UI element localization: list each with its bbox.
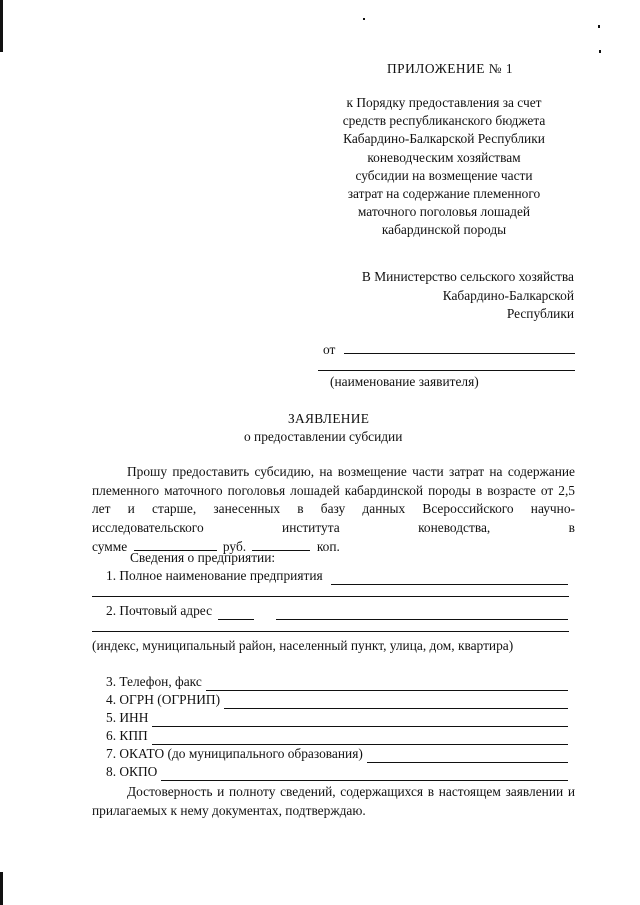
company-field-label: 5. ИНН — [106, 710, 149, 725]
company-field-row — [106, 673, 568, 691]
statement-subtitle: о предоставлении субсидии — [244, 429, 403, 444]
postal-index-field[interactable] — [218, 607, 254, 620]
statement-title: ЗАЯВЛЕНИЕ — [288, 411, 370, 426]
applicant-name-field[interactable] — [344, 353, 575, 354]
company-field-label: 3. Телефон, факс — [106, 674, 202, 689]
addressee-line: Кабардино-Балкарской — [442, 287, 574, 303]
sum-label: сумме — [92, 539, 128, 554]
appendix-subtitle-line: маточного поголовья лошадей — [357, 204, 531, 220]
appendix-subtitle-line: Кабардино-Балкарской Республики — [343, 131, 545, 147]
postal-address-field-2[interactable] — [92, 631, 569, 632]
address-hint: (индекс, муниципальный район, населенный пункт, улица, дом, квартира) — [92, 638, 514, 653]
company-field-row — [106, 763, 568, 781]
kpp-field[interactable] — [152, 732, 568, 745]
confirmation-text: Достоверность и полноту сведений, содержащихся в настоящем заявлении и прилагаемых к нему документах, подтверждаю. — [92, 784, 575, 818]
scan-dot — [363, 18, 365, 20]
appendix-subtitle-line: затрат на содержание племенного — [347, 186, 541, 202]
statement-body: Прошу предоставить субсидию, на возмещение части затрат на содержание племенного маточного поголовья лошадей кабардинской породы в возрасте от 2,5 лет и старше, занесенных в базу данных Всероссийского научно-исследовательского института коневодства, в — [92, 464, 575, 535]
company-field-row — [106, 709, 568, 727]
company-field-label: 1. Полное наименование предприятия — [106, 568, 323, 583]
company-field-label: 2. Почтовый адрес — [106, 603, 213, 618]
company-heading: Сведения о предприятии: — [130, 550, 276, 565]
scan-edge-mark-top — [0, 0, 3, 52]
okpo-field[interactable] — [161, 768, 568, 781]
company-field-label: 8. ОКПО — [106, 764, 158, 779]
inn-field[interactable] — [152, 714, 568, 727]
appendix-title: ПРИЛОЖЕНИЕ № 1 — [387, 61, 514, 76]
appendix-subtitle-line: кабардинской породы — [381, 222, 507, 238]
full-name-field[interactable] — [331, 572, 568, 585]
company-field-row — [106, 567, 568, 585]
appendix-subtitle-line: субсидии на возмещение части — [355, 167, 533, 183]
company-field-row — [106, 727, 568, 745]
appendix-subtitle-line: средств республиканского бюджета — [342, 113, 546, 129]
scan-edge-mark-bottom — [0, 872, 3, 905]
okato-field[interactable] — [367, 750, 568, 763]
appendix-subtitle — [314, 94, 574, 240]
company-field-row — [106, 691, 568, 709]
full-name-field-2[interactable] — [92, 596, 569, 597]
ogrn-field[interactable] — [224, 696, 568, 709]
applicant-name-field-2[interactable] — [318, 370, 575, 371]
scan-dot — [599, 50, 601, 53]
postal-address-field[interactable] — [276, 607, 568, 620]
appendix-subtitle-line: коневодческим хозяйствам — [367, 149, 521, 165]
company-field-label: 6. КПП — [106, 728, 148, 743]
company-field-row — [106, 602, 568, 620]
phone-fax-field[interactable] — [206, 678, 568, 691]
addressee-block — [362, 268, 574, 324]
addressee-line: Республики — [506, 306, 574, 321]
company-field-row — [106, 745, 568, 763]
company-field-label: 4. ОГРН (ОГРНИП) — [106, 692, 221, 707]
scan-dot — [598, 25, 600, 28]
appendix-subtitle-line: к Порядку предоставления за счет — [346, 95, 542, 110]
addressee-line: В Министерство сельского хозяйства — [361, 269, 574, 284]
rub-label: руб. — [222, 539, 247, 554]
company-field-label: 7. ОКАТО (до муниципального образования) — [106, 746, 363, 761]
kop-label: коп. — [316, 539, 340, 554]
from-label: от — [323, 342, 336, 357]
applicant-name-caption: (наименование заявителя) — [330, 374, 479, 389]
